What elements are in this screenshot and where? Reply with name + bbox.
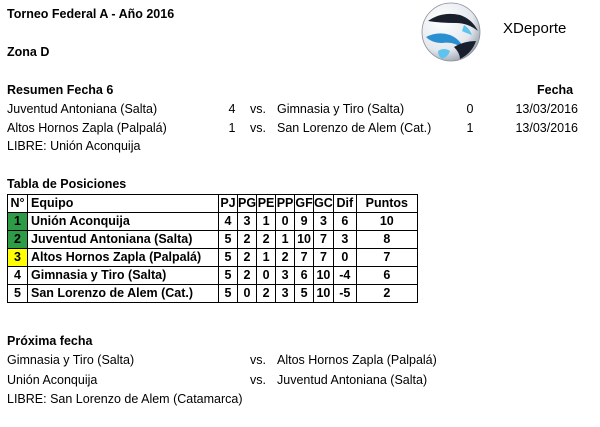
table-row [8, 231, 418, 249]
pj-cell: 4 [219, 213, 238, 231]
home-score: 1 [228, 121, 236, 135]
vs-label: vs. [250, 102, 266, 116]
home-team: Altos Hornos Zapla (Palpalá) [7, 121, 167, 135]
home-team: Juventud Antoniana (Salta) [7, 102, 158, 116]
position-cell: 4 [8, 267, 28, 285]
home-team: Gimnasia y Tiro (Salta) [7, 353, 135, 367]
page-title: Torneo Federal A - Año 2016 [7, 7, 175, 21]
next-round-title: Próxima fecha [7, 334, 93, 348]
gf-cell: 7 [295, 249, 314, 267]
col-header: N° [8, 195, 28, 213]
soccer-ball-icon [420, 1, 482, 63]
gf-cell: 9 [295, 213, 314, 231]
summary-title: Resumen Fecha 6 [7, 83, 114, 97]
date-column-header: Fecha [537, 83, 574, 97]
col-header: PE [257, 195, 276, 213]
match-date: 13/03/2016 [515, 121, 578, 135]
dif-cell: 3 [333, 231, 356, 249]
position-cell: 5 [8, 285, 28, 303]
table-header-row [8, 195, 418, 213]
col-header: PP [276, 195, 295, 213]
next-free-team-label: LIBRE: San Lorenzo de Alem (Catamarca) [7, 392, 243, 406]
col-header: Puntos [356, 195, 417, 213]
zone-label: Zona D [7, 45, 50, 59]
dif-cell: 6 [333, 213, 356, 231]
gf-cell: 5 [295, 285, 314, 303]
table-row [8, 249, 418, 267]
dif-cell: 0 [333, 249, 356, 267]
pg-cell: 2 [238, 249, 257, 267]
match-date: 13/03/2016 [515, 102, 578, 116]
points-cell: 6 [356, 267, 417, 285]
away-team: Altos Hornos Zapla (Palpalá) [277, 353, 437, 367]
pe-cell: 0 [257, 267, 276, 285]
away-team: Gimnasia y Tiro (Salta) [277, 102, 405, 116]
vs-label: vs. [250, 121, 266, 135]
pj-cell: 5 [219, 267, 238, 285]
home-score: 4 [228, 102, 236, 116]
pe-cell: 1 [257, 249, 276, 267]
pp-cell: 3 [276, 267, 295, 285]
team-cell: Unión Aconquija [28, 213, 219, 231]
points-cell: 8 [356, 231, 417, 249]
position-cell: 1 [8, 213, 28, 231]
pj-cell: 5 [219, 231, 238, 249]
gc-cell: 7 [314, 249, 334, 267]
pe-cell: 2 [257, 231, 276, 249]
away-score: 1 [466, 121, 474, 135]
team-cell: Juventud Antoniana (Salta) [28, 231, 219, 249]
points-cell: 10 [356, 213, 417, 231]
position-cell: 2 [8, 231, 28, 249]
pj-cell: 5 [219, 285, 238, 303]
pp-cell: 1 [276, 231, 295, 249]
brand-label: XDeporte [503, 20, 567, 37]
away-team: San Lorenzo de Alem (Cat.) [277, 121, 432, 135]
standings-title: Tabla de Posiciones [7, 177, 127, 191]
pj-cell: 5 [219, 249, 238, 267]
position-cell: 3 [8, 249, 28, 267]
pp-cell: 0 [276, 213, 295, 231]
pg-cell: 2 [238, 231, 257, 249]
table-row [8, 285, 418, 303]
points-cell: 2 [356, 285, 417, 303]
team-cell: Altos Hornos Zapla (Palpalá) [28, 249, 219, 267]
table-row [8, 267, 418, 285]
dif-cell: -4 [333, 267, 356, 285]
gf-cell: 10 [295, 231, 314, 249]
gc-cell: 3 [314, 213, 334, 231]
away-score: 0 [466, 102, 474, 116]
pe-cell: 1 [257, 213, 276, 231]
gc-cell: 10 [314, 267, 334, 285]
team-cell: Gimnasia y Tiro (Salta) [28, 267, 219, 285]
dif-cell: -5 [333, 285, 356, 303]
pe-cell: 2 [257, 285, 276, 303]
col-header: GF [295, 195, 314, 213]
pg-cell: 2 [238, 267, 257, 285]
standings-table [7, 194, 418, 303]
vs-label: vs. [250, 373, 266, 387]
col-header: GC [314, 195, 334, 213]
pp-cell: 2 [276, 249, 295, 267]
vs-label: vs. [250, 353, 266, 367]
pg-cell: 0 [238, 285, 257, 303]
col-header: PJ [219, 195, 238, 213]
free-team-label: LIBRE: Unión Aconquija [7, 139, 141, 153]
home-team: Unión Aconquija [7, 373, 98, 387]
gc-cell: 10 [314, 285, 334, 303]
col-header: PG [238, 195, 257, 213]
table-row [8, 213, 418, 231]
col-header: Dif [333, 195, 356, 213]
col-header: Equipo [28, 195, 219, 213]
pp-cell: 3 [276, 285, 295, 303]
points-cell: 7 [356, 249, 417, 267]
gf-cell: 6 [295, 267, 314, 285]
gc-cell: 7 [314, 231, 334, 249]
away-team: Juventud Antoniana (Salta) [277, 373, 428, 387]
pg-cell: 3 [238, 213, 257, 231]
team-cell: San Lorenzo de Alem (Cat.) [28, 285, 219, 303]
